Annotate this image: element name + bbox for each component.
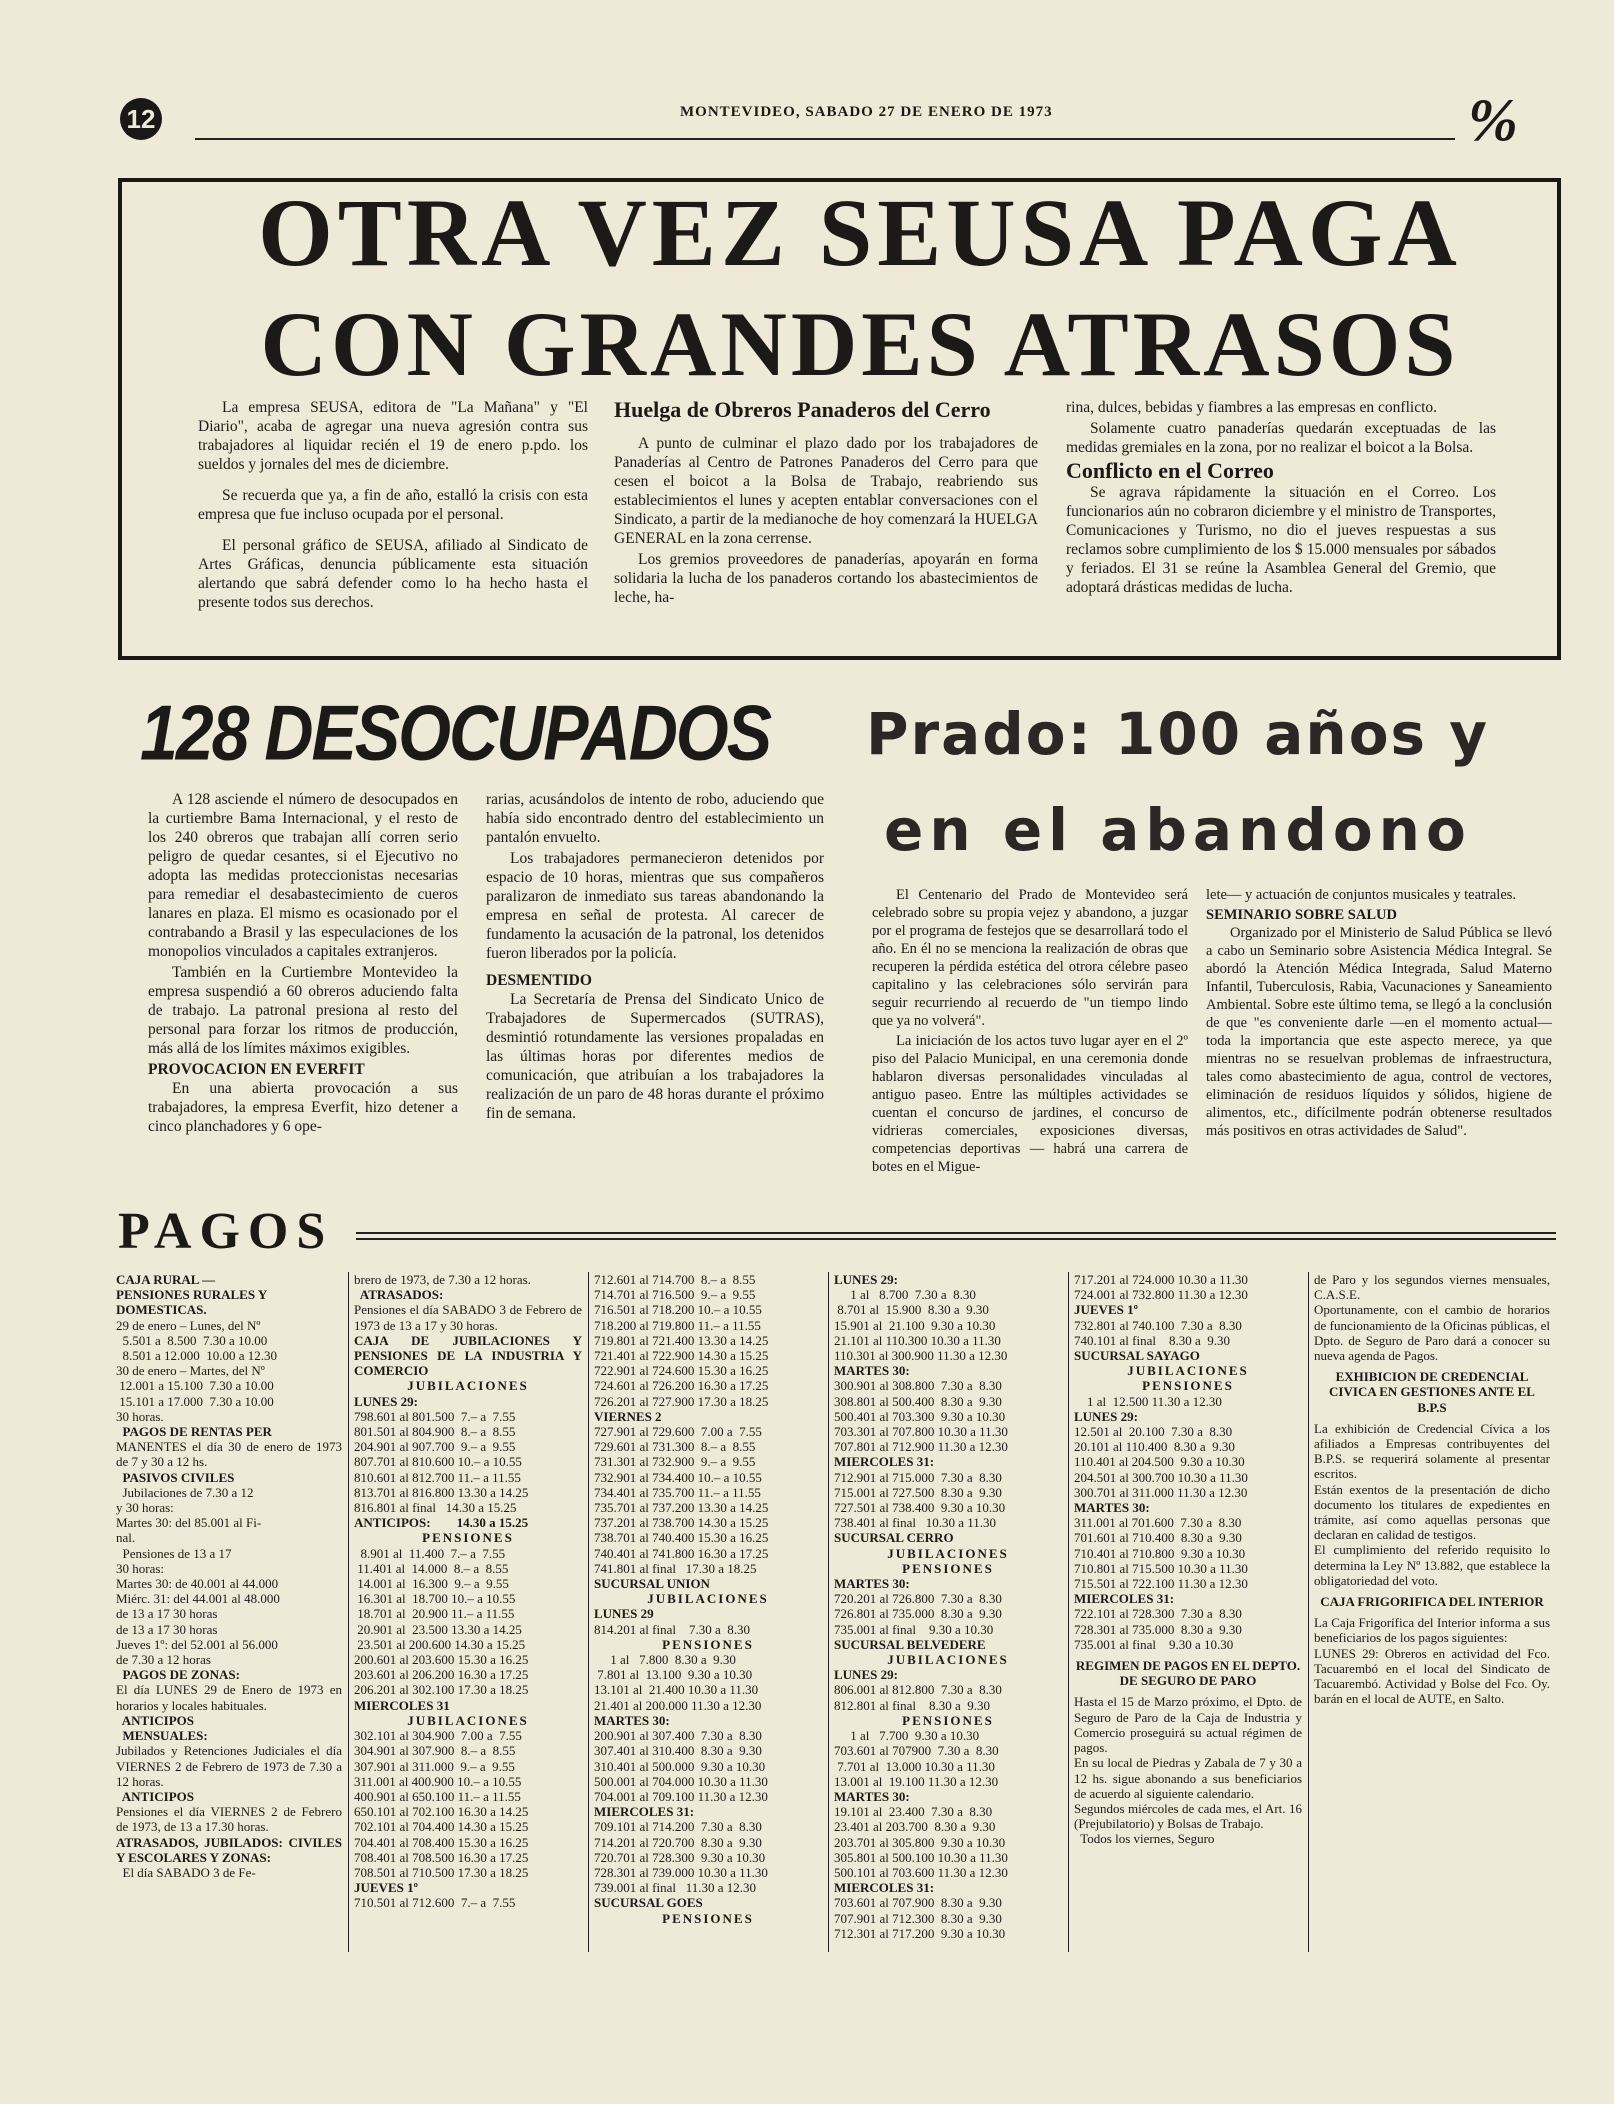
pagos-line: 200.601 al 203.600 15.30 a 16.25 [354,1652,529,1668]
pagos-line: 735.001 al final 9.30 a 10.30 [1074,1636,1234,1652]
pagos-line: CAJA DE JUBILACIONES Y PENSIONES DE LA INDUSTRIA Y COMERCIO [354,1332,582,1379]
pagos-line: El día LUNES 29 de Enero de 1973 en horarios y locales habituales. [116,1682,342,1713]
pagos-line: 21.101 al 110.300 10.30 a 11.30 [834,1332,1001,1348]
pagos-line: 806.001 al 812.800 7.30 a 8.30 [834,1682,1002,1698]
pagos-line: 23.401 al 203.700 8.30 a 9.30 [834,1819,996,1835]
pagos-line: PENSIONES [1142,1378,1234,1394]
pagos-line: En su local de Piedras y Zabala de 7 y 30 a 12 hs. sigue abonando a sus beneficiarios de acuerdo al siguiente calendario. [1074,1755,1302,1801]
pagos-line: PENSIONES [662,1636,754,1652]
paragraph: Organizado por el Ministerio de Salud Pública se llevó a cabo un Seminario sobre Asistencia Médica Integral. Se abordó la Atención Médica Integrada, Salud Materno Infantil, Tuberculosis, Rabia, Vacunaciones y Saneamiento Ambiental. Sobre este último tema, se llegó a la conclusión de que "es conveniente darle —en el momento actual— toda la importancia que este aspecto merece, ya que mientras no se resuelvan problemas de infraestructura, tales como abastecimiento de agua, control de vectores, eliminación de residuos líquidos y sólidos, higiene de alimentos, etc., difícilmente podrán obtenerse resultados más positivos en otras actividades de Salud". [1206,925,1552,1139]
pagos-line: 724.601 al 726.200 16.30 a 17.25 [594,1378,769,1394]
pagos-line: 8.701 al 15.900 8.30 a 9.30 [834,1302,989,1318]
pagos-line: 735.701 al 737.200 13.30 a 14.25 [594,1500,769,1516]
pagos-column-3 [594,1272,822,1952]
pagos-line: Jubilaciones de 7.30 a 12 [116,1484,254,1500]
pagos-line: 15.101 a 17.000 7.30 a 10.00 [116,1393,274,1409]
pagos-line: Oportunamente, con el cambio de horarios de funcionamiento de la Oficinas públicas, el Dpto. de Seguro de Paro dará a conocer su nueva agenda de Pagos. [1314,1302,1550,1364]
pagos-line: LUNES 29 [594,1606,654,1622]
pagos-line: 722.901 al 724.600 15.30 a 16.25 [594,1363,769,1379]
pagos-line: Miérc. 31: del 44.001 al 48.000 [116,1591,280,1607]
pagos-column-6 [1314,1272,1550,1952]
pagos-line: 710.501 al 712.600 7.– a 7.55 [354,1895,516,1911]
pagos-line: 19.101 al 23.400 7.30 a 8.30 [834,1804,993,1820]
pagos-line: La exhibición de Credencial Cívica a los afiliados a Empresas contribuyentes del B.P.S. se requerirá solamente al presentar escritos. [1314,1420,1550,1482]
pagos-line: 728.301 al 735.000 8.30 a 9.30 [1074,1621,1242,1637]
pagos-line: 703.601 al 707900 7.30 a 8.30 [834,1743,999,1759]
pagos-line: MARTES 30: [834,1788,910,1804]
pagos-line: 650.101 al 702.100 16.30 a 14.25 [354,1804,529,1820]
pagos-line: Martes 30: del 85.001 al Fi- [116,1515,262,1531]
pagos-line: 703.601 al 707.900 8.30 a 9.30 [834,1895,1002,1911]
pagos-line: 727.501 al 738.400 9.30 a 10.30 [834,1500,1006,1516]
pagos-line: 702.101 al 704.400 14.30 a 15.25 [354,1819,529,1835]
pagos-line: 710.401 al 710.800 9.30 a 10.30 [1074,1545,1246,1561]
pagos-line: ANTICIPOS [116,1712,195,1728]
pagos-line: 16.301 al 18.700 10.– a 10.55 [354,1591,516,1607]
seusa-column-3 [1066,398,1496,648]
pagos-line: de 13 a 17 30 horas [116,1606,218,1622]
pagos-line: 204.501 al 300.700 10.30 a 11.30 [1074,1469,1248,1485]
paragraph: Se agrava rápidamente la situación en el Correo. Los funcionarios aún no cobraron diciembre y el ministro de Transportes, Comunicaciones y Turismo, no dio el jueves respuestas a sus reclamos sobre cumplimiento de los $ 15.000 mensuales por sábados y feriados. El 31 se reúne la Asamblea General del Gremio, que adoptará drásticas medidas de lucha. [1066,484,1496,596]
pagos-line: 12.501 al 20.100 7.30 a 8.30 [1074,1424,1233,1440]
pagos-line: y 30 horas: [116,1500,174,1516]
pagos-line: 204.901 al 907.700 9.– a 9.55 [354,1439,516,1455]
pagos-line: Segundos miércoles de cada mes, el Art. 16 (Prejubilatorio) y Bolsas de Trabajo. [1074,1800,1302,1832]
pagos-line: MARTES 30: [1074,1500,1150,1516]
section-heading: SEMINARIO SOBRE SALUD [1206,907,1397,923]
pagos-column-4 [834,1272,1062,1952]
pagos-line: 500.101 al 703.600 11.30 a 12.30 [834,1864,1008,1880]
prado-column-2 [1206,886,1552,1194]
pagos-line: 709.101 al 714.200 7.30 a 8.30 [594,1819,762,1835]
pagos-line: 732.801 al 740.100 7.30 a 8.30 [1074,1317,1242,1333]
pagos-line: Están exentos de la presentación de dicho documento los titulares de expedientes en trámite, así como aquellas personas que declaran en calidad de testigos. [1314,1481,1550,1543]
section-heading: Huelga de Obreros Panaderos del Cerro [614,398,991,422]
desocupados-column-1 [148,790,458,1190]
pagos-line: MIERCOLES 31: [834,1880,935,1896]
pagos-line: LUNES 29: Obreros en actividad del Fco. Tacuarembó en el local del Sindicato de Tacuarembó. Actividad y Bolse del Fco. Oy. barán en el local de AUTE, en Salto. [1314,1645,1550,1707]
pagos-line: MIERCOLES 31: [1074,1591,1175,1607]
pagos-line: JUBILACIONES [1127,1363,1249,1379]
pagos-line: 7.801 al 13.100 9.30 a 10.30 [594,1667,753,1683]
column-divider [828,1272,829,1952]
pagos-line: 310.401 al 500.000 9.30 a 10.30 [594,1758,766,1774]
pagos-line: 14.001 al 16.300 9.– a 9.55 [354,1576,509,1592]
pagos-column-1 [116,1272,342,1952]
paragraph: El personal gráfico de SEUSA, afiliado al Sindicato de Artes Gráficas, denuncia públicamente esta situación alertando que sabrá defender como lo ha hecho hasta el presente todos sus derechos. [198,537,588,611]
paragraph: rarias, acusándolos de intento de robo, aduciendo que había sido encontrado dentro del establecimiento un pantalón envuelto. [486,791,824,846]
pagos-line: 812.801 al final 8.30 a 9.30 [834,1697,990,1713]
pagos-line: MIERCOLES 31 [354,1697,450,1713]
pagos-line: Pensiones el día VIERNES 2 de Febrero de 1973, de 13 a 17.30 horas. [116,1804,342,1835]
pagos-line: REGIMEN DE PAGOS EN EL DEPTO. DE SEGURO DE PARO [1075,1658,1301,1689]
desocupados-column-2 [486,790,824,1190]
section-heading: Conflicto en el Correo [1066,458,1274,483]
pagos-line: JUBILACIONES [407,1712,529,1728]
pagos-line: Pensiones de 13 a 17 [116,1545,232,1561]
pagos-line: 704.401 al 708.400 15.30 a 16.25 [354,1834,529,1850]
pagos-line: 203.701 al 305.800 9.30 a 10.30 [834,1834,1006,1850]
pagos-line: PENSIONES [902,1712,994,1728]
pagos-line: 715.501 al 722.100 11.30 a 12.30 [1074,1576,1248,1592]
pagos-line: 724.001 al 732.800 11.30 a 12.30 [1074,1287,1248,1303]
pagos-line: 740.401 al 741.800 16.30 a 17.25 [594,1545,769,1561]
pagos-line: 734.401 al 735.700 11.– a 11.55 [594,1484,761,1500]
paragraph: Solamente cuatro panaderías quedarán exceptuadas de las medidas gremiales en la zona, por no realizar el boicot a la Bolsa. [1066,420,1496,456]
pagos-line: 1 al 12.500 11.30 a 12.30 [1074,1393,1222,1409]
pagos-line: 718.200 al 719.800 11.– a 11.55 [594,1317,761,1333]
pagos-line: 500.401 al 703.300 9.30 a 10.30 [834,1408,1006,1424]
page-number-badge [120,98,162,140]
column-divider [1068,1272,1069,1952]
pagos-line: MARTES 30: [594,1712,670,1728]
pagos-line: 708.501 al 710.500 17.30 a 18.25 [354,1864,529,1880]
seusa-column-2 [614,398,1038,648]
pagos-line: 304.901 al 307.900 8.– a 8.55 [354,1743,516,1759]
pagos-line: PENSIONES [422,1530,514,1546]
paragraph: La Secretaría de Prensa del Sindicato Unico de Trabajadores de Supermercados (SUTRAS), desmintió rotundamente las versiones propaladas en las últimas horas por diferentes medios de comunicación, que atribuían a los trabajadores la realización de un paro de 48 horas durante el próximo fin de semana. [486,991,824,1122]
pagos-line: 30 horas: [116,1560,165,1576]
pagos-line: 814.201 al final 7.30 a 8.30 [594,1621,750,1637]
pagos-line: 29 de enero – Lunes, del Nº [116,1317,261,1333]
pagos-line: MIERCOLES 31: [834,1454,935,1470]
pagos-line: 11.401 al 14.000 8.– a 8.55 [354,1560,509,1576]
pagos-line: MANENTES el día 30 de enero de 1973 de 7 y 30 a 12 hs. [116,1439,342,1470]
masthead-logo: % [1468,87,1518,153]
pagos-line: SUCURSAL CERRO [834,1530,954,1546]
pagos-line: MARTES 30: [834,1576,910,1592]
pagos-rule-bottom [356,1238,1556,1240]
seusa-headline-1: OTRA VEZ SEUSA PAGA [258,179,1462,286]
pagos-line: 110.301 al 300.900 11.30 a 12.30 [834,1348,1008,1364]
pagos-line: 307.401 al 310.400 8.30 a 9.30 [594,1743,762,1759]
pagos-line: LUNES 29: [354,1393,418,1409]
pagos-line: 720.701 al 728.300 9.30 a 10.30 [594,1849,766,1865]
column-divider [1308,1272,1309,1952]
pagos-line: 1 al 7.800 8.30 a 9.30 [594,1652,736,1668]
pagos-line: 1 al 7.700 9.30 a 10.30 [834,1728,980,1744]
pagos-line: MARTES 30: [834,1363,910,1379]
pagos-line: 300.701 al 311.000 11.30 a 12.30 [1074,1484,1248,1500]
pagos-line: LUNES 29: [834,1272,898,1287]
pagos-line: 302.101 al 304.900 7.00 a 7.55 [354,1728,522,1744]
pagos-line: 801.501 al 804.900 8.– a 8.55 [354,1424,516,1440]
paragraph: Se recuerda que ya, a fin de año, estalló la crisis con esta empresa que fue incluso ocupada por el personal. [198,487,588,523]
pagos-line: 807.701 al 810.600 10.– a 10.55 [354,1454,522,1470]
pagos-line: DOMESTICAS. [116,1302,207,1318]
pagos-line: 816.801 al final 14.30 a 15.25 [354,1500,517,1516]
pagos-line: brero de 1973, de 7.30 a 12 horas. [354,1272,531,1287]
pagos-line: PENSIONES RURALES Y [116,1287,268,1303]
pagos-line: MIERCOLES 31: [594,1804,695,1820]
pagos-line: CAJA FRIGORIFICA DEL INTERIOR [1320,1594,1544,1610]
pagos-line: JUBILACIONES [887,1652,1009,1668]
pagos-line: 701.601 al 710.400 8.30 a 9.30 [1074,1530,1242,1546]
pagos-line: VIERNES 2 [594,1408,662,1424]
prado-column-1 [872,886,1188,1194]
pagos-line: 206.201 al 302.100 17.30 a 18.25 [354,1682,529,1698]
pagos-line: 400.901 al 650.100 11.– a 11.55 [354,1788,521,1804]
pagos-line: SUCURSAL GOES [594,1895,703,1911]
pagos-line: 18.701 al 20.900 11.– a 11.55 [354,1606,515,1622]
paragraph: También en la Curtiembre Montevideo la empresa suspendió a 60 obreros aduciendo falta de trabajo. La patronal presiona al resto del personal para forzar los ritmos de producción, más allá de los límites máximos exigibles. [148,964,458,1057]
pagos-line: 307.901 al 311.000 9.– a 9.55 [354,1758,515,1774]
column-divider [348,1272,349,1952]
pagos-line: 707.901 al 712.300 8.30 a 9.30 [834,1910,1002,1926]
pagos-line: 731.301 al 732.900 9.– a 9.55 [594,1454,756,1470]
pagos-line: LUNES 29: [834,1667,898,1683]
pagos-line: nal. [116,1530,136,1546]
prado-headline-1: Prado: 100 años y [866,700,1490,768]
pagos-line: 740.101 al final 8.30 a 9.30 [1074,1332,1230,1348]
pagos-line: 715.001 al 727.500 8.30 a 9.30 [834,1484,1002,1500]
pagos-line: 712.301 al 717.200 9.30 a 10.30 [834,1925,1006,1941]
pagos-column-2 [354,1272,582,1952]
pagos-line: 20.901 al 23.500 13.30 a 14.25 [354,1621,522,1637]
pagos-rule-top [356,1232,1556,1234]
pagos-line: 110.401 al 204.500 9.30 a 10.30 [1074,1454,1245,1470]
pagos-column-5 [1074,1272,1302,1952]
paragraph: La iniciación de los actos tuvo lugar ayer en el 2º piso del Palacio Municipal, en una ceremonia donde hablaron diversas personalidades vinculadas al antiguo paseo. Entre las múltiples actividades se cuentan el concurso de jardines, el concurso de vidrieras comerciales, exposiciones diversas, competencias deportivas — habrá una carrera de botes en el Migue- [872,1033,1188,1175]
pagos-line: 308.801 al 500.400 8.30 a 9.30 [834,1393,1002,1409]
seusa-column-1 [198,398,588,648]
header-rule [195,138,1455,140]
pagos-line: SUCURSAL SAYAGO [1074,1348,1200,1364]
paragraph: En una abierta provocación a sus trabajadores, la empresa Everfit, hizo detener a cinco planchadores y 6 ope- [148,1080,458,1135]
pagos-line: 7.701 al 13.000 10.30 a 11.30 [834,1758,995,1774]
pagos-line: El cumplimiento del referido requisito lo determina la Ley Nº 13.882, que establece la obligatoriedad del voto. [1314,1542,1550,1588]
pagos-line: 200.901 al 307.400 7.30 a 8.30 [594,1728,762,1744]
pagos-line: 15.901 al 21.100 9.30 a 10.30 [834,1317,996,1333]
pagos-line: 721.401 al 722.900 14.30 a 15.25 [594,1348,769,1364]
section-heading: DESMENTIDO [486,972,592,989]
page-number: 12 [126,104,156,134]
seusa-headline-2: CON GRANDES ATRASOS [260,293,1460,395]
pagos-line: JUEVES 1º [354,1880,418,1896]
pagos-line: 23.501 al 200.600 14.30 a 15.25 [354,1636,526,1652]
pagos-line: 712.901 al 715.000 7.30 a 8.30 [834,1469,1002,1485]
pagos-line: 714.701 al 716.500 9.– a 9.55 [594,1287,756,1303]
pagos-line: ATRASADOS, JUBILADOS: CIVILES Y ESCOLARES Y ZONAS: [116,1834,342,1865]
pagos-line: La Caja Frigorífica del Interior informa a sus beneficiarios de los pagos siguientes: [1314,1615,1550,1646]
pagos-line: CAJA RURAL — [116,1272,215,1287]
pagos-line: LUNES 29: [1074,1408,1138,1424]
pagos-line: 13.101 al 21.400 10.30 a 11.30 [594,1682,759,1698]
pagos-line: 30 horas. [116,1408,164,1424]
pagos-line: 728.301 al 739.000 10.30 a 11.30 [594,1864,768,1880]
pagos-line: 739.001 al final 11.30 a 12.30 [594,1880,756,1896]
pagos-line: JUEVES 1º [1074,1302,1138,1318]
pagos-line: El día SABADO 3 de Fe- [116,1864,256,1880]
pagos-line: 8.901 al 11.400 7.– a 7.55 [354,1545,506,1561]
pagos-line: 704.001 al 709.100 11.30 a 12.30 [594,1788,768,1804]
pagos-line: 726.201 al 727.900 17.30 a 18.25 [594,1393,769,1409]
pagos-line: PAGOS DE ZONAS: [116,1667,240,1683]
paragraph: lete— y actuación de conjuntos musicales y teatrales. [1206,887,1517,903]
pagos-line: 741.801 al final 17.30 a 18.25 [594,1560,757,1576]
pagos-line: 305.801 al 500.100 10.30 a 11.30 [834,1849,1008,1865]
pagos-line: 708.401 al 708.500 16.30 a 17.25 [354,1849,529,1865]
pagos-line: 717.201 al 724.000 10.30 a 11.30 [1074,1272,1248,1287]
column-divider [588,1272,589,1952]
pagos-line: 311.001 al 400.900 10.– a 10.55 [354,1773,522,1789]
pagos-line: 738.701 al 740.400 15.30 a 16.25 [594,1530,769,1546]
pagos-line: ANTICIPOS [116,1788,195,1804]
pagos-line: de 7.30 a 12 horas [116,1652,211,1668]
pagos-line: PENSIONES [662,1910,754,1926]
pagos-line: 20.101 al 110.400 8.30 a 9.30 [1074,1439,1235,1455]
pagos-line: 716.501 al 718.200 10.– a 10.55 [594,1302,762,1318]
prado-headline-2: en el abandono [884,796,1472,864]
pagos-line: ATRASADOS: [354,1287,444,1303]
pagos-line: 714.201 al 720.700 8.30 a 9.30 [594,1834,762,1850]
pagos-line: de Paro y los segundos viernes mensuales, C.A.S.E. [1314,1272,1550,1303]
pagos-line: Jubilados y Retenciones Judiciales el día VIERNES 2 de Febrero de 1973 de 7.30 a 12 horas. [116,1743,342,1789]
pagos-line: 707.801 al 712.900 11.30 a 12.30 [834,1439,1008,1455]
pagos-line: 810.601 al 812.700 11.– a 11.55 [354,1469,521,1485]
pagos-line: 703.301 al 707.800 10.30 a 11.30 [834,1424,1008,1440]
pagos-line: Todos los viernes, Seguro [1074,1831,1215,1847]
pagos-line: 738.401 al final 10.30 a 11.30 [834,1515,996,1531]
pagos-line: 30 de enero – Martes, del Nº [116,1363,265,1379]
pagos-line: 8.501 a 12.000 10.00 a 12.30 [116,1348,278,1364]
paragraph: rina, dulces, bebidas y fiambres a las empresas en conflicto. [1066,399,1438,416]
paragraph: Los trabajadores permanecieron detenidos por espacio de 10 horas, mientras que sus compañeros paralizaron de inmediato sus tareas abandonando la empresa en señal de protesta. Al carecer de fundamento la acusación de la patronal, los detenidos fueron liberados por la policía. [486,850,824,962]
pagos-line: 13.001 al 19.100 11.30 a 12.30 [834,1773,999,1789]
pagos-line: ANTICIPOS: 14.30 a 15.25 [354,1515,529,1531]
dateline: MONTEVIDEO, SABADO 27 DE ENERO DE 1973 [680,104,1053,120]
pagos-line: Martes 30: de 40.001 al 44.000 [116,1576,279,1592]
pagos-line: PENSIONES [902,1560,994,1576]
pagos-line: de 13 a 17 30 horas [116,1621,218,1637]
desocupados-headline: 128 DESOCUPADOS [140,689,771,777]
pagos-line: 712.601 al 714.700 8.– a 8.55 [594,1272,756,1287]
pagos-line: 12.001 a 15.100 7.30 a 10.00 [116,1378,274,1394]
pagos-line: 798.601 al 801.500 7.– a 7.55 [354,1408,516,1424]
pagos-line: PASIVOS CIVILES [116,1469,235,1485]
pagos-line: JUBILACIONES [647,1591,769,1607]
pagos-line: 500.001 al 704.000 10.30 a 11.30 [594,1773,768,1789]
pagos-line: EXHIBICION DE CREDENCIAL CIVICA EN GESTIONES ANTE EL B.P.S [1329,1369,1535,1415]
pagos-line: 5.501 a 8.500 7.30 a 10.00 [116,1332,268,1348]
pagos-line: 203.601 al 206.200 16.30 a 17.25 [354,1667,529,1683]
pagos-line: 719.801 al 721.400 13.30 a 14.25 [594,1332,769,1348]
pagos-line: 720.201 al 726.800 7.30 a 8.30 [834,1591,1002,1607]
pagos-line: 729.601 al 731.300 8.– a 8.55 [594,1439,756,1455]
pagos-line: SUCURSAL UNION [594,1576,710,1592]
paragraph: A 128 asciende el número de desocupados en la curtiembre Bama Internacional, y el resto de los 240 obreros que trabajan allí corren serio peligro de quedar cesantes, si el Ejecutivo no adopta las medidas proteccionistas necesarias para remediar el desabastecimiento de cueros lanares en plaza. El mismo es ocasionado por el contrabando a Brasil y las especulaciones de los monopolios vinculados a capitales extranjeros. [148,791,458,960]
pagos-line: 737.201 al 738.700 14.30 a 15.25 [594,1515,769,1531]
pagos-line: 21.401 al 200.000 11.30 a 12.30 [594,1697,762,1713]
pagos-line: Hasta el 15 de Marzo próximo, el Dpto. de Seguro de Paro de la Caja de Industria y Comercio proseguirá su actual régimen de pagos. [1074,1694,1302,1756]
pagos-line: 813.701 al 816.800 13.30 a 14.25 [354,1484,529,1500]
pagos-line: 1 al 8.700 7.30 a 8.30 [834,1287,976,1303]
paragraph: A punto de culminar el plazo dado por los trabajadores de Panaderías al Centro de Patrones Panaderos del Cerro para que cesen el boicot a la Bolsa de Trabajo, reabriendo sus establecimientos el lunes y acepten entablar conversaciones con el Sindicato, a partir de la medianoche de hoy comenzará la HUELGA GENERAL en la zona cerrense. [614,435,1038,547]
pagos-line: PAGOS DE RENTAS PER [116,1424,272,1440]
pagos-line: 726.801 al 735.000 8.30 a 9.30 [834,1606,1002,1622]
paragraph: Los gremios proveedores de panaderías, apoyarán en forma solidaria la lucha de los panaderos cortando los abastecimientos de leche, ha- [614,551,1038,606]
pagos-line: 300.901 al 308.800 7.30 a 8.30 [834,1378,1002,1394]
pagos-headline: PAGOS [118,1203,334,1260]
pagos-line: Jueves 1º: del 52.001 al 56.000 [116,1636,278,1652]
paragraph: El Centenario del Prado de Montevideo será celebrado sobre su propia vejez y abandono, a juzgar por el programa de festejos que se desarrollará todo el año. En él no se menciona la realización de obras que recuperen la pérdida estética del otrora célebre paseo capitalino y las celebraciones sólo servirán para seguir recurriendo al recuerdo de "un tiempo lindo que ya no volverá". [872,887,1188,1029]
section-heading: PROVOCACION EN EVERFIT [148,1061,365,1078]
pagos-line: 311.001 al 701.600 7.30 a 8.30 [1074,1515,1242,1531]
pagos-line: MENSUALES: [116,1728,208,1744]
pagos-line: JUBILACIONES [407,1378,529,1394]
pagos-line: 732.901 al 734.400 10.– a 10.55 [594,1469,762,1485]
pagos-line: JUBILACIONES [887,1545,1009,1561]
pagos-line: 735.001 al final 9.30 a 10.30 [834,1621,994,1637]
paragraph: La empresa SEUSA, editora de "La Mañana" y "El Diario", acaba de agregar una nueva agresión contra sus trabajadores al liquidar recién el 19 de enero p.pdo. los sueldos y jornales del mes de diciembre. [198,399,588,473]
pagos-line: 727.901 al 729.600 7.00 a 7.55 [594,1424,762,1440]
pagos-line: Pensiones el día SABADO 3 de Febrero de 1973 de 13 a 17 y 30 horas. [354,1302,582,1333]
pagos-line: 710.801 al 715.500 10.30 a 11.30 [1074,1560,1248,1576]
pagos-line: SUCURSAL BELVEDERE [834,1636,986,1652]
pagos-line: 722.101 al 728.300 7.30 a 8.30 [1074,1606,1242,1622]
